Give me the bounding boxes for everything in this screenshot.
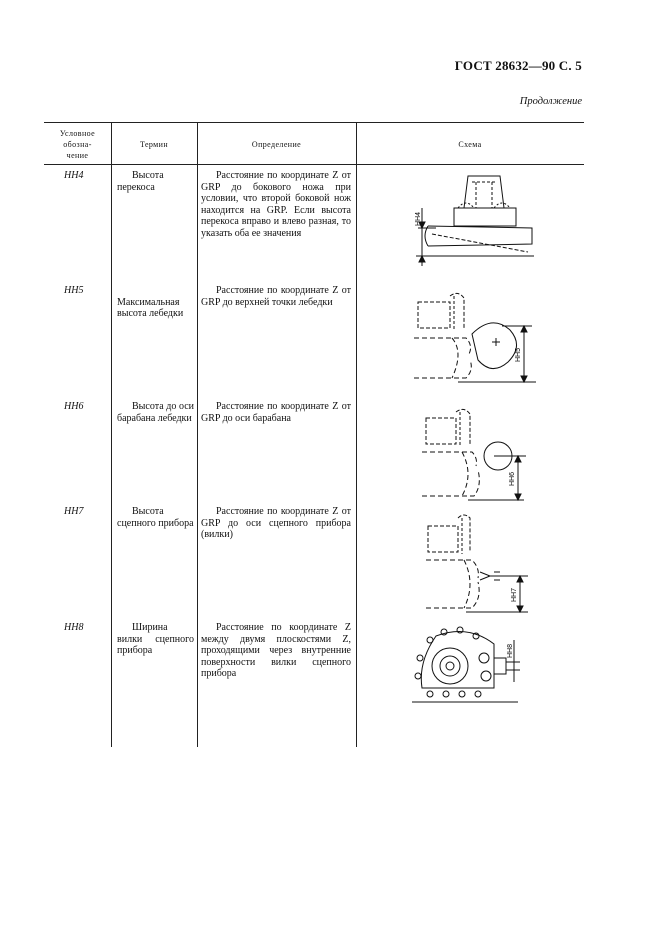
row-term-text: Высота сцепного прибора	[117, 506, 194, 529]
row-code: HH8	[64, 622, 84, 633]
row-definition	[201, 285, 351, 308]
row-code: HH6	[64, 401, 84, 412]
row-term-text: Высота перекоса	[117, 170, 164, 193]
dim-label: HH6	[509, 471, 516, 486]
header-scheme: Схема	[458, 140, 482, 149]
table-header-rule	[44, 164, 584, 165]
winch-drum-axis-diagram-icon	[420, 404, 530, 504]
winch-height-diagram-icon	[412, 286, 542, 386]
blade-tilt-diagram-icon	[408, 168, 538, 272]
row-code: HH7	[64, 506, 84, 517]
row-term-text: Высота до оси барабана лебедки	[117, 401, 194, 424]
header-symbol-line3: чение	[66, 151, 89, 160]
row-definition-text: Расстояние по координате Z от GRP до оси барабана	[201, 401, 351, 424]
row-term-text: Максимальная высота лебедки	[117, 296, 184, 319]
row-definition-text: Расстояние по координате Z от GRP до бокового ножа при условии, что второй боковой нож находится на GRP. Если высота перекоса вправо и влево разная, то указать оба ее значения	[201, 170, 351, 239]
row-definition-text: Расстояние по координате Z от GRP до верхней точки лебедки	[201, 285, 351, 308]
row-term	[117, 622, 194, 657]
dim-label: HH5	[515, 347, 522, 362]
row-code: HH5	[64, 285, 84, 296]
column-divider-2	[197, 122, 198, 747]
row-code: HH4	[64, 170, 84, 181]
row-definition-text: Расстояние по координате Z между двумя плоскостями Z, проходящими через внутренние поверхности вилки сцепного прибора	[201, 622, 351, 679]
continuation-label: Продолжение	[519, 96, 582, 107]
row-definition	[201, 622, 351, 680]
header-symbol-line2: обозна-	[63, 140, 92, 149]
row-term	[117, 285, 194, 320]
table-top-rule	[44, 122, 584, 123]
document-id: ГОСТ 28632—90 С. 5	[454, 58, 582, 73]
row-definition	[201, 170, 351, 239]
row-term	[117, 170, 194, 193]
dim-label: HH4	[415, 211, 422, 226]
header-definition: Определение	[251, 140, 302, 149]
row-definition-text: Расстояние по координате Z от GRP до оси сцепного прибора (вилки)	[201, 506, 351, 540]
dim-label: HH7	[511, 587, 518, 602]
dim-label: HH8	[507, 643, 514, 658]
row-definition	[201, 506, 351, 541]
row-term	[117, 401, 194, 424]
hitch-fork-width-diagram-icon	[408, 622, 528, 710]
header-term: Термин	[139, 140, 169, 149]
row-term-text: Ширина вилки сцепного прибора	[117, 622, 194, 656]
column-divider-1	[111, 122, 112, 747]
column-divider-3	[356, 122, 357, 747]
row-definition	[201, 401, 351, 424]
row-term	[117, 506, 194, 529]
hitch-height-diagram-icon	[424, 510, 534, 614]
header-symbol-line1: Условное	[59, 129, 96, 138]
header-symbol	[44, 128, 111, 161]
